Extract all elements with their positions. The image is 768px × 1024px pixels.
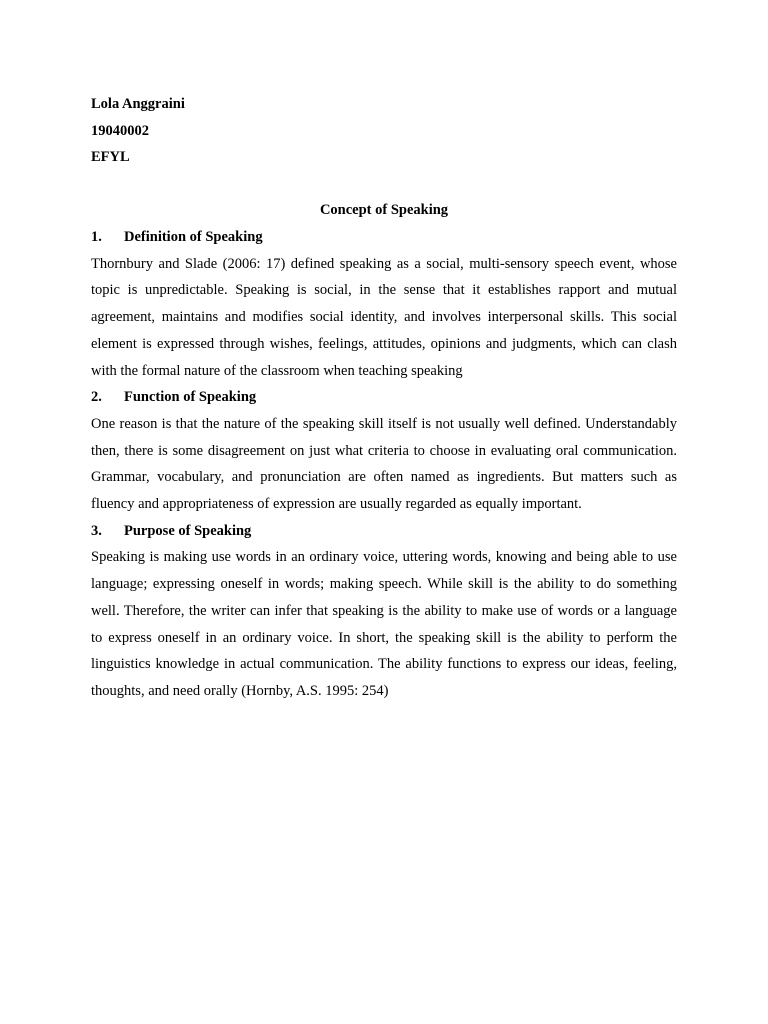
section-number: 2. xyxy=(91,389,102,406)
author-name: Lola Anggraini xyxy=(91,96,185,112)
section-title: Purpose of Speaking xyxy=(124,522,252,539)
section-title: Function of Speaking xyxy=(124,389,257,406)
class-name: EFYL xyxy=(91,149,130,165)
section-function xyxy=(91,384,677,518)
section-heading xyxy=(91,518,677,545)
section-number: 1. xyxy=(91,229,102,245)
section-title: Definition of Speaking xyxy=(124,229,263,245)
author-header xyxy=(91,91,185,171)
student-id: 19040002 xyxy=(91,122,149,139)
section-purpose xyxy=(91,518,677,705)
document-title: Concept of Speaking xyxy=(319,202,449,218)
section-paragraph: Thornbury and Slade (2006: 17) defined speaking as a social, multi-sensory speech event, whose topic is unpredictable. Speaking is social, in the sense that it establishes rapport and mutual agreement, maintains and modifies social identity, and involves interpersonal skills. This social element is expressed through wishes, feelings, attitudes, opinions and judgments, which can clash with the formal nature of the classroom when teaching speaking xyxy=(91,255,677,379)
section-definition xyxy=(91,224,677,384)
section-heading xyxy=(91,224,677,251)
section-number: 3. xyxy=(91,522,102,539)
section-heading xyxy=(91,384,677,411)
section-paragraph: One reason is that the nature of the speaking skill itself is not usually well defined. Understandably then, there is some disagreement on just what criteria to choose in evaluating oral communication. Grammar, vocabulary, and pronunciation are often named as ingredients. But matters such as fluency and appropriateness of expression are usually regarded as equally important. xyxy=(91,415,677,513)
section-paragraph: Speaking is making use words in an ordinary voice, uttering words, knowing and being able to use language; expressing oneself in words; making speech. While skill is the ability to do something well. Therefore, the writer can infer that speaking is the ability to make use of words or a language to express oneself in an ordinary voice. In short, the speaking skill is the ability to perform the linguistics knowledge in actual communication. The ability functions to express our ideas, feeling, thoughts, and need orally (Hornby, A.S. 1995: 254) xyxy=(91,549,677,699)
document-body xyxy=(91,224,677,705)
